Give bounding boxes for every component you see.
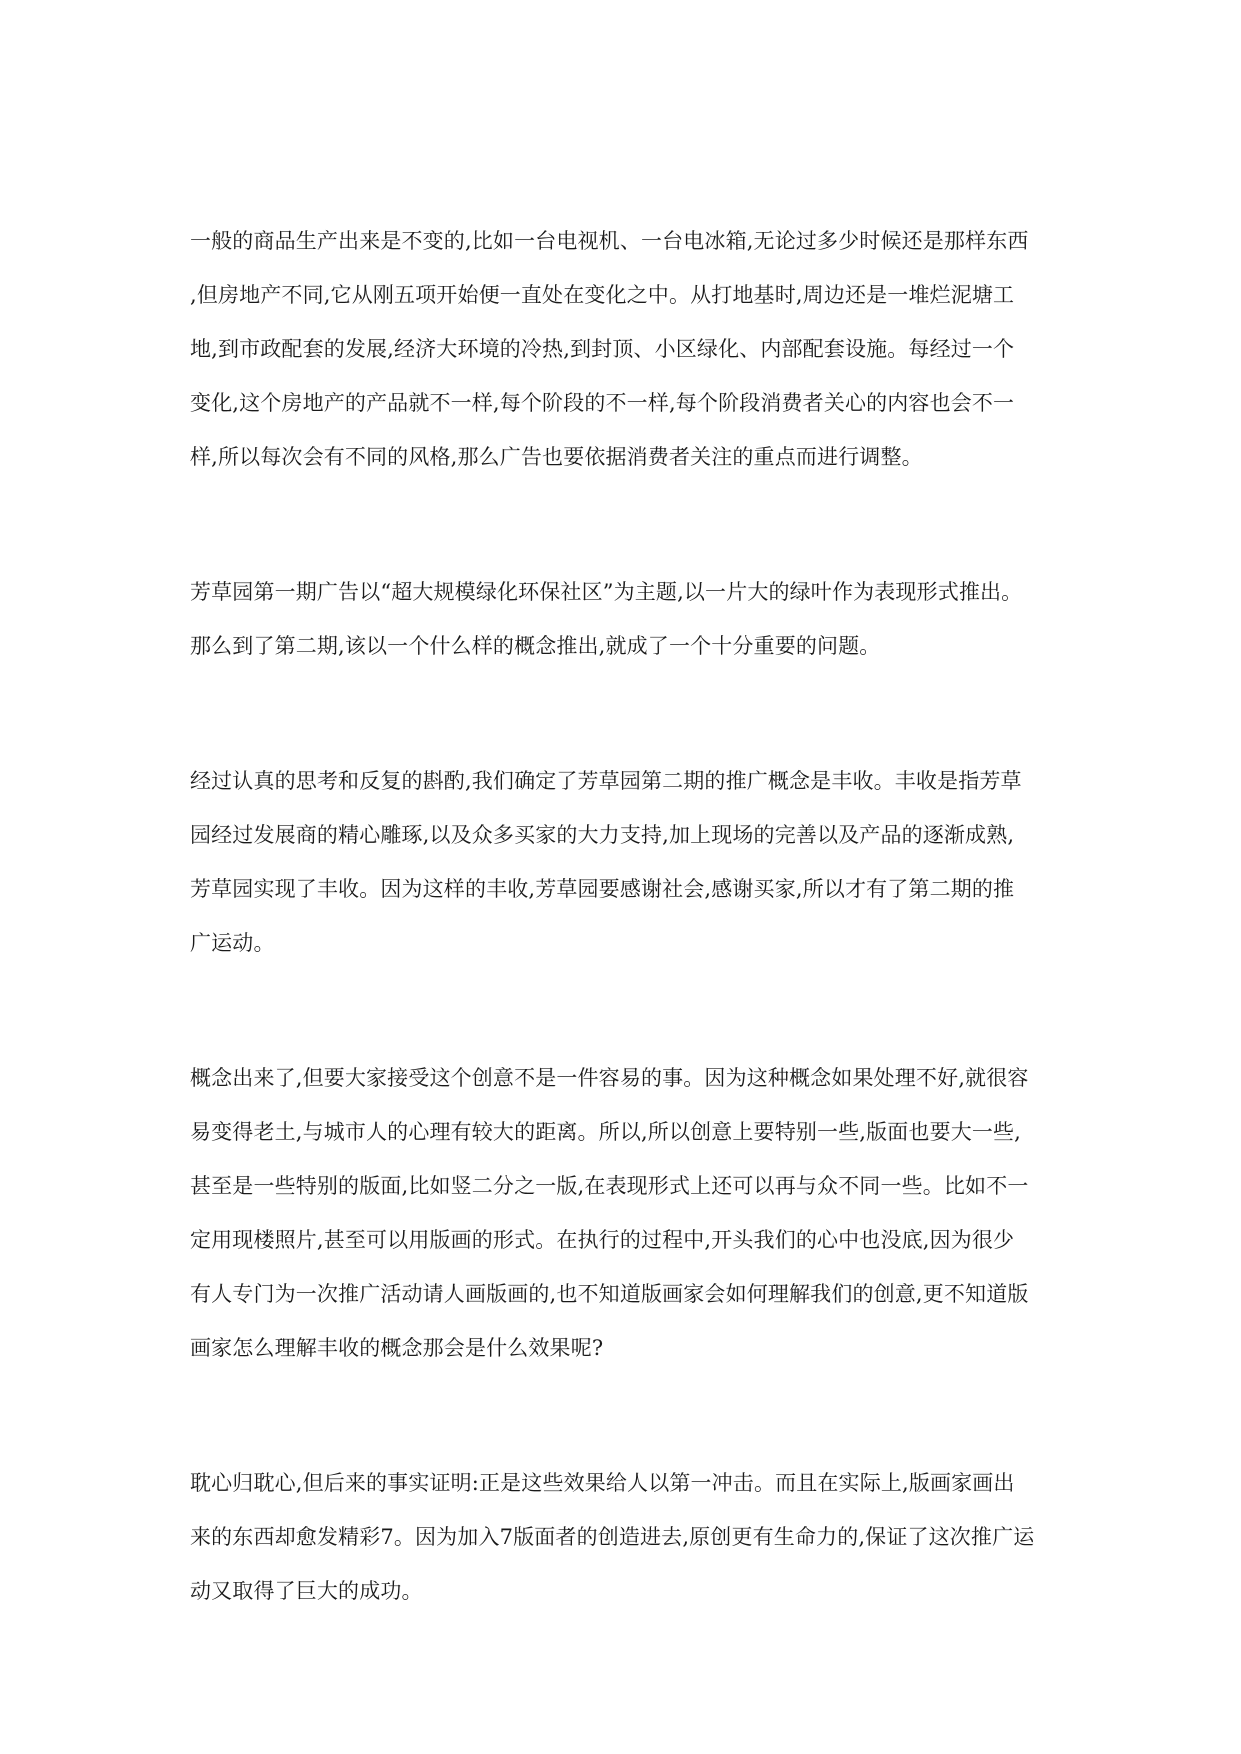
text-line: 园经过发展商的精心雕琢,以及众多买家的大力支持,加上现场的完善以及产品的逐渐成熟, [190,823,1015,847]
text-line: 画家怎么理解丰收的概念那会是什么效果呢? [190,1336,604,1360]
text-line: 芳草园第一期广告以“超大规模绿化环保社区”为主题,以一片大的绿叶作为表现形式推出。 [190,580,1023,604]
text-line: 有人专门为一次推广活动请人画版画的,也不知道版画家会如何理解我们的创意,更不知道版 [190,1282,1029,1306]
paragraph-4 [190,1051,1052,1375]
text-line: ,但房地产不同,它从刚五项开始便一直处在变化之中。从打地基时,周边还是一堆烂泥塘工 [190,283,1015,307]
text-line: 来的东西却愈发精彩7。因为加入7版面者的创造进去,原创更有生命力的,保证了这次推广运 [190,1525,1035,1549]
text-line: 广运动。 [190,931,275,955]
paragraph-3 [190,754,1052,970]
text-line: 那么到了第二期,该以一个什么样的概念推出,就成了一个十分重要的问题。 [190,634,881,658]
paragraph-5 [190,1456,1052,1618]
text-line: 芳草园实现了丰收。因为这样的丰收,芳草园要感谢社会,感谢买家,所以才有了第二期的推 [190,877,1015,901]
text-line: 样,所以每次会有不同的风格,那么广告也要依据消费者关注的重点而进行调整。 [190,445,923,469]
document-body [190,214,1052,1699]
text-line: 甚至是一些特别的版面,比如竖二分之一版,在表现形式上还可以再与众不同一些。比如不一 [190,1174,1029,1198]
text-line: 概念出来了,但要大家接受这个创意不是一件容易的事。因为这种概念如果处理不好,就很容 [190,1066,1029,1090]
text-line: 耽心归耽心,但后来的事实证明:正是这些效果给人以第一冲击。而且在实际上,版画家画出 [190,1471,1015,1495]
paragraph-1 [190,214,1052,484]
text-line: 定用现楼照片,甚至可以用版画的形式。在执行的过程中,开头我们的心中也没底,因为很少 [190,1228,1015,1252]
text-line: 经过认真的思考和反复的斟酌,我们确定了芳草园第二期的推广概念是丰收。丰收是指芳草 [190,769,1022,793]
text-line: 一般的商品生产出来是不变的,比如一台电视机、一台电冰箱,无论过多少时候还是那样东西 [190,229,1029,253]
text-line: 动又取得了巨大的成功。 [190,1579,423,1603]
text-line: 变化,这个房地产的产品就不一样,每个阶段的不一样,每个阶段消费者关心的内容也会不一 [190,391,1015,415]
text-line: 易变得老土,与城市人的心理有较大的距离。所以,所以创意上要特别一些,版面也要大一些, [190,1120,1021,1144]
text-line: 地,到市政配套的发展,经济大环境的冷热,到封顶、小区绿化、内部配套设施。每经过一个 [190,337,1015,361]
paragraph-2 [190,565,1052,673]
